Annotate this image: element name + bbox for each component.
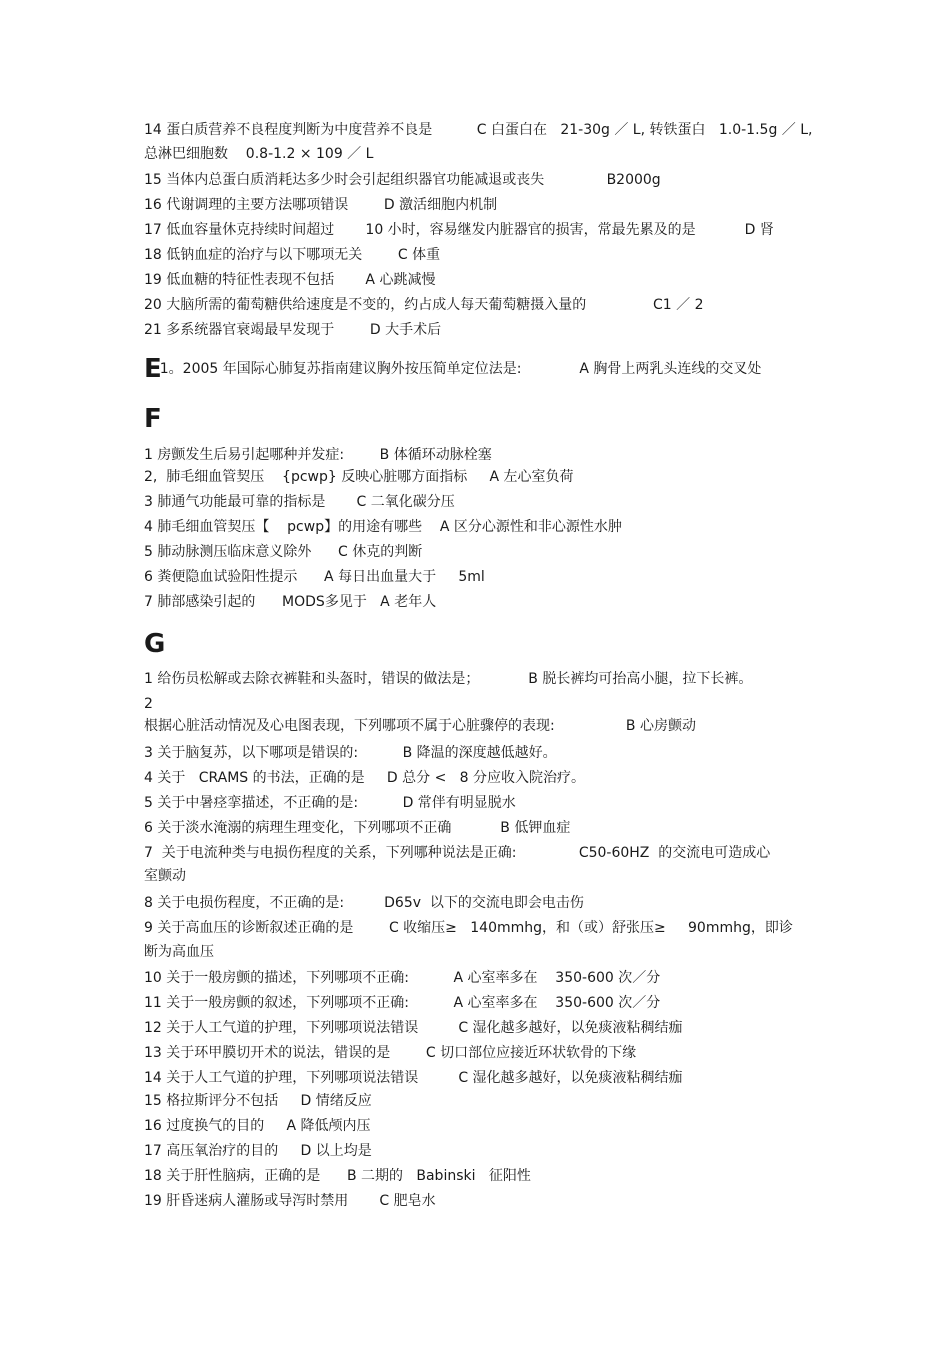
f-question-5: 5 肺动脉测压临床意义除外 C 休克的判断 (144, 544, 423, 560)
g-question-18: 18 关于肝性脑病，正确的是 B 二期的 Babinski 征阳性 (144, 1168, 531, 1184)
g-question-17: 17 高压氧治疗的目的 D 以上均是 (144, 1143, 372, 1159)
f-question-4: 4 肺毛细血管契压【 pcwp】的用途有哪些 A 区分心源性和非心源性水肿 (144, 519, 622, 535)
question-19: 19 低血糖的特征性表现不包括 A 心跳减慢 (144, 272, 436, 288)
f-question-1: 1 房颤发生后易引起哪种并发症: B 体循环动脉栓塞 (144, 447, 492, 463)
question-15: 15 当体内总蛋白质消耗达多少时会引起组织器官功能减退或丧失 B2000g (144, 172, 661, 188)
g-question-15: 15 格拉斯评分不包括 D 情绪反应 (144, 1093, 372, 1109)
g-question-2: 根据心脏活动情况及心电图表现，下列哪项不属于心脏骤停的表现: B 心房颤动 (144, 718, 696, 734)
g-question-11: 11 关于一般房颤的叙述，下列哪项不正确: A 心室率多在 350-600 次／分 (144, 995, 661, 1011)
g-question-9-cont: 断为高血压 (144, 944, 214, 960)
section-f-heading: F (144, 404, 162, 434)
question-17: 17 低血容量休克持续时间超过 10 小时，容易继发内脏器官的损害，常最先累及的是 D 肾 (144, 222, 774, 238)
g-question-7-cont: 室颤动 (144, 868, 186, 884)
f-question-6: 6 粪便隐血试验阳性提示 A 每日出血量大于 5ml (144, 569, 485, 585)
g-question-8: 8 关于电损伤程度，不正确的是: D65v 以下的交流电即会电击伤 (144, 895, 584, 911)
f-question-7: 7 肺部感染引起的 MODS多见于 A 老年人 (144, 594, 437, 610)
question-16: 16 代谢调理的主要方法哪项错误 D 激活细胞内机制 (144, 197, 498, 213)
g-question-2-number: 2 (144, 696, 153, 712)
g-question-10: 10 关于一般房颤的描述，下列哪项不正确: A 心室率多在 350-600 次／分 (144, 970, 661, 986)
g-question-6: 6 关于淡水淹溺的病理生理变化，下列哪项不正确 B 低钾血症 (144, 820, 571, 836)
g-question-4: 4 关于 CRAMS 的书法，正确的是 D 总分 < 8 分应收入院治疗。 (144, 770, 586, 786)
section-g-heading: G (144, 629, 166, 659)
g-question-9: 9 关于高血压的诊断叙述正确的是 C 收缩压≥ 140mmhg，和（或）舒张压≥ 90mmhg，即诊 (144, 920, 793, 936)
g-question-13: 13 关于环甲膜切开术的说法，错误的是 C 切口部位应接近环状软骨的下缘 (144, 1045, 637, 1061)
question-18: 18 低钠血症的治疗与以下哪项无关 C 体重 (144, 247, 441, 263)
g-question-5: 5 关于中暑痉挛描述，不正确的是: D 常伴有明显脱水 (144, 795, 516, 811)
f-question-3: 3 肺通气功能最可靠的指标是 C 二氧化碳分压 (144, 494, 455, 510)
section-e-question-1 (144, 354, 762, 384)
g-question-1: 1 给伤员松解或去除衣裤鞋和头盔时，错误的做法是； B 脱长裤均可抬高小腿，拉下长裤。 (144, 671, 753, 687)
question-21: 21 多系统器官衰竭最早发现于 D 大手术后 (144, 322, 442, 338)
g-question-7: 7 关于电流种类与电损伤程度的关系，下列哪种说法是正确: C50-60HZ 的交流电可造成心 (144, 845, 771, 861)
g-question-16: 16 过度换气的目的 A 降低颅内压 (144, 1118, 371, 1134)
f-question-2: 2, 肺毛细血管契压 {pcwp} 反映心脏哪方面指标 A 左心室负荷 (144, 469, 574, 485)
question-14: 14 蛋白质营养不良程度判断为中度营养不良是 C 白蛋白在 21-30g ／ L, 转铁蛋白 1.0-1.5g ／ L, (144, 122, 813, 138)
section-e-question-1-text: 1。2005 年国际心肺复苏指南建议胸外按压简单定位法是: A 胸骨上两乳头连线的交叉处 (159, 361, 762, 377)
g-question-19: 19 肝昏迷病人灌肠或导泻时禁用 C 肥皂水 (144, 1193, 436, 1209)
question-14-cont: 总淋巴细胞数 0.8-1.2 × 109 ／ L (144, 146, 374, 162)
g-question-14: 14 关于人工气道的护理，下列哪项说法错误 C 湿化越多越好，以免痰液粘稠结痂 (144, 1070, 683, 1086)
section-e-heading: E (144, 354, 160, 384)
question-20: 20 大脑所需的葡萄糖供给速度是不变的，约占成人每天葡萄糖摄入量的 C1 ／ 2 (144, 297, 704, 313)
g-question-12: 12 关于人工气道的护理，下列哪项说法错误 C 湿化越多越好，以免痰液粘稠结痂 (144, 1020, 683, 1036)
g-question-3: 3 关于脑复苏，以下哪项是错误的: B 降温的深度越低越好。 (144, 745, 557, 761)
